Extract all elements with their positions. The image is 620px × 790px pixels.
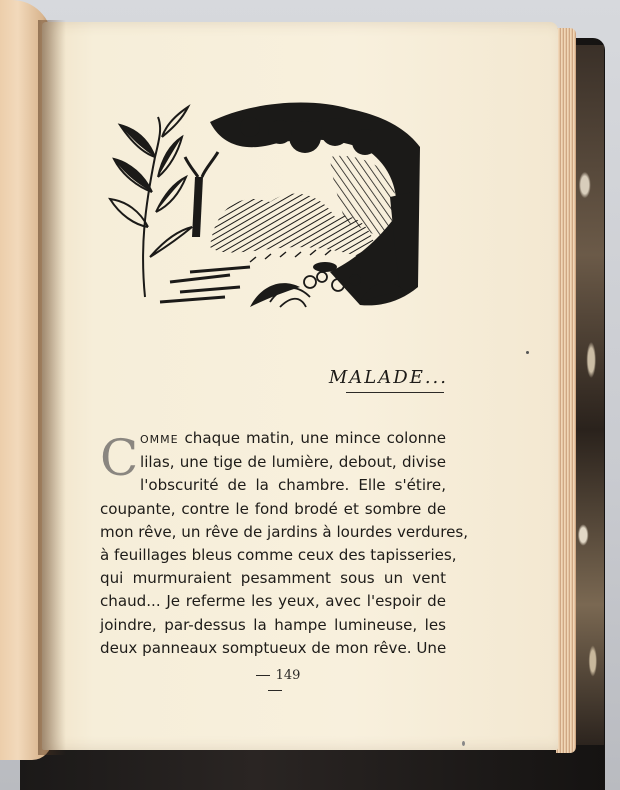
text-line (100, 427, 446, 451)
text-line: mon rêve, un rêve de jardins à lourdes verdures, (100, 522, 469, 541)
drop-cap: C (100, 429, 139, 487)
text-line: lilas, une tige de lumière, debout, divise (140, 453, 446, 472)
book-gutter (38, 20, 66, 755)
text-line: deux panneaux somptueux de mon rêve. Une (100, 638, 447, 657)
body-paragraph (100, 427, 469, 660)
text-line: coupante, contre le fond brodé et sombre de (100, 499, 446, 518)
page-number-dash-left (256, 675, 270, 676)
page-number-value: 149 (275, 668, 301, 683)
text-line: chaud... Je referme les yeux, avec l'espoir de (100, 592, 446, 611)
chapter-title-underline (346, 392, 444, 393)
text-line: à feuillages bleus comme ceux des tapisseries, (100, 546, 457, 565)
marbled-edge (572, 45, 604, 745)
page-stack-edge (556, 28, 576, 753)
lead-smallcaps: OMME (140, 433, 179, 446)
chapter-title: MALADE... (328, 367, 448, 388)
ink-speck (462, 741, 465, 746)
page-number (240, 668, 310, 698)
text-line: qui murmuraient pesamment sous un vent (100, 569, 446, 588)
page-number-dash-right (268, 690, 282, 691)
woodcut-illustration (100, 97, 425, 317)
text-line-content: chaque matin, une mince colonne (178, 429, 446, 447)
text-line: joindre, par-dessus la hampe lumineuse, les (100, 615, 446, 634)
ink-speck (526, 351, 529, 354)
text-line: l'obscurité de la chambre. Elle s'étire, (140, 476, 446, 495)
